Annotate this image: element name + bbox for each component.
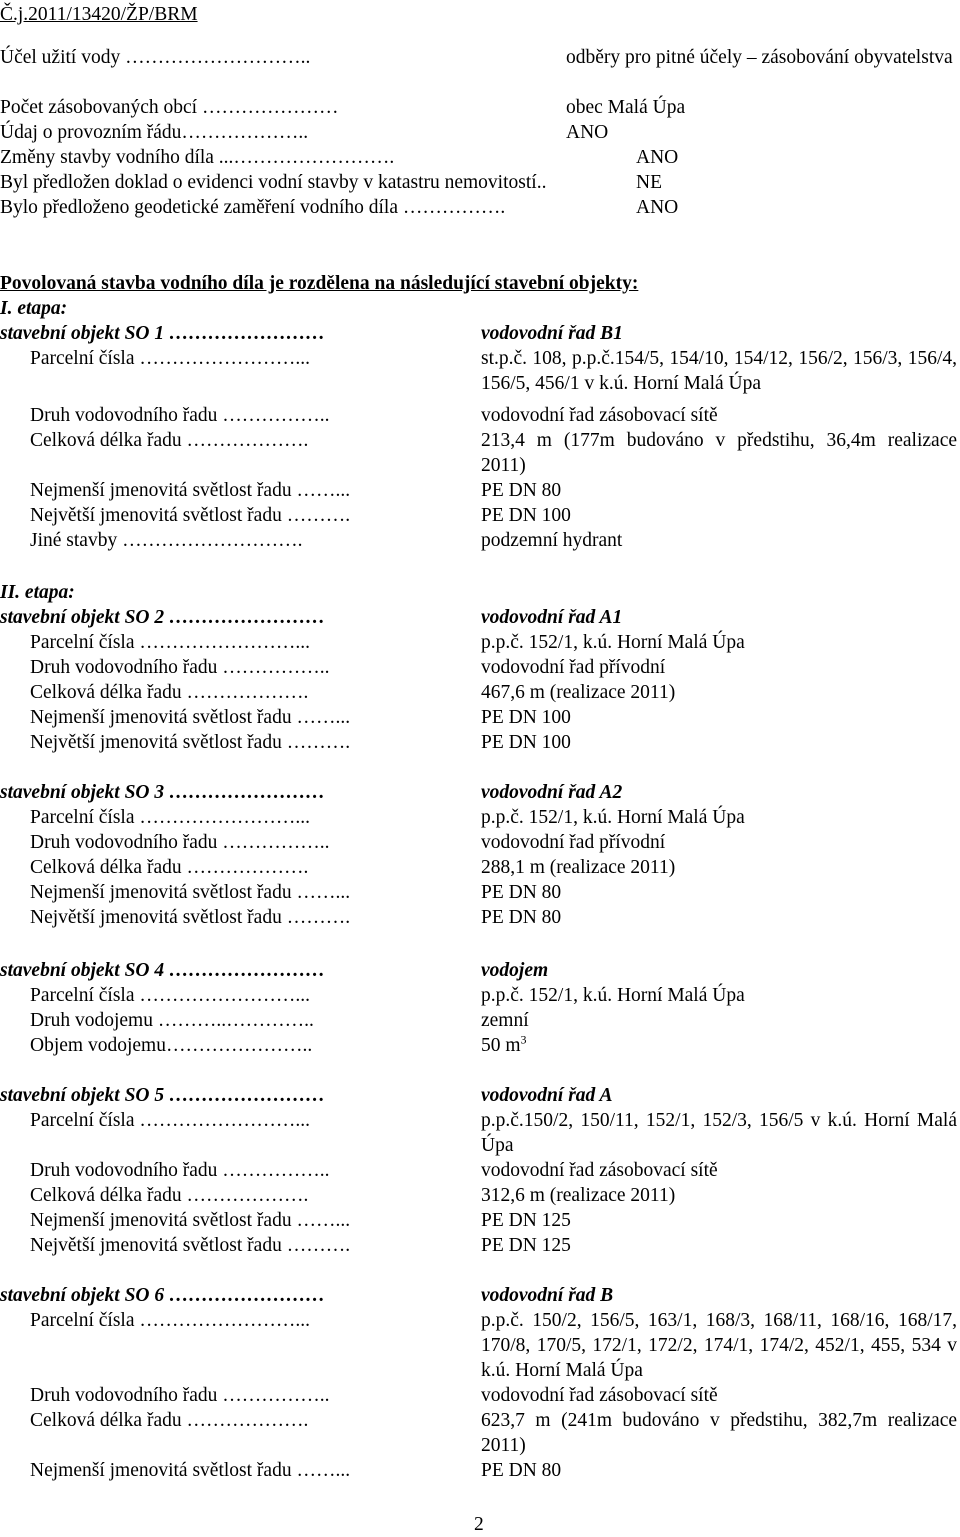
so5-min-diameter-label: Nejmenší jmenovitá světlost řadu ……...: [30, 1210, 351, 1231]
water-use-label: Účel užití vody ………………………..: [0, 47, 311, 68]
so5-type-value: vodovodní řad zásobovací sítě: [481, 1160, 718, 1181]
geodetic-survey-value: ANO: [636, 197, 679, 218]
page-number: 2: [474, 1514, 484, 1535]
so2-name: vodovodní řad A1: [481, 607, 623, 628]
so1-min-diameter-label: Nejmenší jmenovitá světlost řadu ……...: [30, 480, 351, 501]
so1-other-value: podzemní hydrant: [481, 530, 623, 551]
so1-length-value: 213,4 m (177m budováno v předstihu, 36,4m realizace 2011): [481, 430, 957, 476]
so2-type-value: vodovodní řad přívodní: [481, 657, 666, 678]
so6-name: vodovodní řad B: [481, 1285, 614, 1306]
so3-parcels-label: Parcelní čísla ……………………...: [30, 807, 310, 828]
operating-rules-value: ANO: [566, 122, 609, 143]
so3-type-label: Druh vodovodního řadu ……………..: [30, 832, 330, 853]
so1-max-diameter-label: Největší jmenovitá světlost řadu ……….: [30, 505, 351, 526]
so6-parcels-value: p.p.č. 150/2, 156/5, 163/1, 168/3, 168/11, 168/16, 168/17, 170/8, 170/5, 172/1, 172/2, 174/1, 174/2, 452/1, 455, 534 v k.ú. Horní Malá Úpa: [481, 1310, 957, 1381]
reference-number: Č.j.2011/13420/ŽP/BRM: [0, 4, 198, 25]
so5-length-label: Celková délka řadu ……………….: [30, 1185, 309, 1206]
so4-title: stavební objekt SO 4 ……………………: [0, 960, 325, 981]
towns-count-label: Počet zásobovaných obcí …………………: [0, 97, 339, 118]
so4-volume-number: 50 m: [481, 1035, 521, 1056]
so2-max-diameter-value: PE DN 100: [481, 732, 571, 753]
so2-max-diameter-label: Největší jmenovitá světlost řadu ……….: [30, 732, 351, 753]
so3-title: stavební objekt SO 3 ……………………: [0, 782, 325, 803]
so3-max-diameter-label: Největší jmenovitá světlost řadu ……….: [30, 907, 351, 928]
so1-type-label: Druh vodovodního řadu ……………..: [30, 405, 330, 426]
so3-max-diameter-value: PE DN 80: [481, 907, 562, 928]
so3-min-diameter-value: PE DN 80: [481, 882, 562, 903]
so1-name: vodovodní řad B1: [481, 323, 623, 344]
so5-min-diameter-value: PE DN 125: [481, 1210, 571, 1231]
so1-type-value: vodovodní řad zásobovací sítě: [481, 405, 718, 426]
so3-length-label: Celková délka řadu ……………….: [30, 857, 309, 878]
so1-parcels-label: Parcelní čísla ……………………...: [30, 348, 310, 369]
so2-type-label: Druh vodovodního řadu ……………..: [30, 657, 330, 678]
so4-type-label: Druh vodojemu ………..…………..: [30, 1010, 314, 1031]
so3-type-value: vodovodní řad přívodní: [481, 832, 666, 853]
so1-title: stavební objekt SO 1 ……………………: [0, 323, 325, 344]
so5-max-diameter-value: PE DN 125: [481, 1235, 571, 1256]
stage-1-heading: I. etapa:: [0, 298, 68, 319]
so4-parcels-label: Parcelní čísla ……………………...: [30, 985, 310, 1006]
so5-parcels-value: p.p.č.150/2, 150/11, 152/1, 152/3, 156/5 v k.ú. Horní Malá Úpa: [481, 1110, 957, 1156]
construction-changes-label: Změny stavby vodního díla ...…………………….: [0, 147, 395, 168]
so5-type-label: Druh vodovodního řadu ……………..: [30, 1160, 330, 1181]
so6-type-value: vodovodní řad zásobovací sítě: [481, 1385, 718, 1406]
so1-other-label: Jiné stavby ……………………….: [30, 530, 303, 551]
so2-title: stavební objekt SO 2 ……………………: [0, 607, 325, 628]
so2-min-diameter-value: PE DN 100: [481, 707, 571, 728]
so4-name: vodojem: [481, 960, 549, 981]
so3-length-value: 288,1 m (realizace 2011): [481, 857, 676, 878]
cadastre-record-value: NE: [636, 172, 662, 193]
so2-parcels-label: Parcelní čísla ……………………...: [30, 632, 310, 653]
so6-min-diameter-value: PE DN 80: [481, 1460, 562, 1481]
so4-volume-value: [481, 1033, 527, 1058]
cadastre-record-label: Byl předložen doklad o evidenci vodní stavby v katastru nemovitostí..: [0, 172, 547, 193]
so4-volume-exponent: 3: [520, 1032, 527, 1047]
so4-type-value: zemní: [481, 1010, 529, 1031]
so4-volume-label: Objem vodojemu…………………..: [30, 1035, 313, 1056]
so2-parcels-value: p.p.č. 152/1, k.ú. Horní Malá Úpa: [481, 632, 745, 653]
so6-parcels-label: Parcelní čísla ……………………...: [30, 1310, 310, 1331]
so1-max-diameter-value: PE DN 100: [481, 505, 571, 526]
stage-2-heading: II. etapa:: [0, 582, 75, 603]
so3-name: vodovodní řad A2: [481, 782, 623, 803]
so3-parcels-value: p.p.č. 152/1, k.ú. Horní Malá Úpa: [481, 807, 745, 828]
so1-min-diameter-value: PE DN 80: [481, 480, 562, 501]
operating-rules-label: Údaj o provozním řádu………………..: [0, 122, 309, 143]
so6-min-diameter-label: Nejmenší jmenovitá světlost řadu ……...: [30, 1460, 351, 1481]
towns-count-value: obec Malá Úpa: [566, 97, 686, 118]
so1-parcels-value: st.p.č. 108, p.p.č.154/5, 154/10, 154/12, 156/2, 156/3, 156/4, 156/5, 456/1 v k.ú. Horní Malá Úpa: [481, 348, 957, 394]
so6-length-label: Celková délka řadu ……………….: [30, 1410, 309, 1431]
so5-title: stavební objekt SO 5 ……………………: [0, 1085, 325, 1106]
section-title: Povolovaná stavba vodního díla je rozdělena na následující stavební objekty:: [0, 273, 639, 294]
so5-parcels-label: Parcelní čísla ……………………...: [30, 1110, 310, 1131]
water-use-value: odběry pro pitné účely – zásobování obyvatelstva: [566, 47, 953, 68]
so5-length-value: 312,6 m (realizace 2011): [481, 1185, 676, 1206]
so4-parcels-value: p.p.č. 152/1, k.ú. Horní Malá Úpa: [481, 985, 745, 1006]
so2-min-diameter-label: Nejmenší jmenovitá světlost řadu ……...: [30, 707, 351, 728]
so5-name: vodovodní řad A: [481, 1085, 613, 1106]
so6-length-value: 623,7 m (241m budováno v předstihu, 382,7m realizace 2011): [481, 1410, 957, 1456]
so3-min-diameter-label: Nejmenší jmenovitá světlost řadu ……...: [30, 882, 351, 903]
so5-max-diameter-label: Největší jmenovitá světlost řadu ……….: [30, 1235, 351, 1256]
construction-changes-value: ANO: [636, 147, 679, 168]
so2-length-label: Celková délka řadu ……………….: [30, 682, 309, 703]
so6-title: stavební objekt SO 6 ……………………: [0, 1285, 325, 1306]
so6-type-label: Druh vodovodního řadu ……………..: [30, 1385, 330, 1406]
so1-length-label: Celková délka řadu ……………….: [30, 430, 309, 451]
so2-length-value: 467,6 m (realizace 2011): [481, 682, 676, 703]
geodetic-survey-label: Bylo předloženo geodetické zaměření vodního díla …………….: [0, 197, 506, 218]
